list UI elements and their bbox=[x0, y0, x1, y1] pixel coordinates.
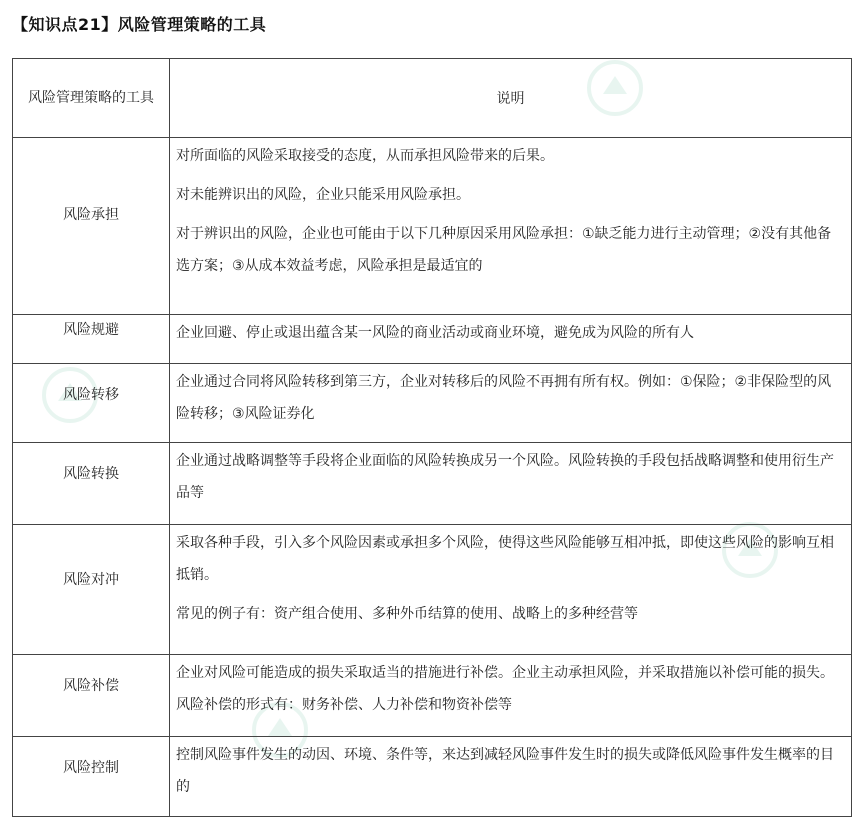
header-description: 说明 bbox=[170, 59, 852, 138]
row-tool-name: 风险转换 bbox=[13, 443, 170, 525]
table-row bbox=[13, 138, 852, 315]
description-paragraph: 企业通过合同将风险转移到第三方，企业对转移后的风险不再拥有所有权。例如：①保险；②非保险型的风险转移；③风险证券化 bbox=[176, 374, 832, 422]
table-row bbox=[13, 655, 852, 737]
description-paragraph: 对未能辨识出的风险，企业只能采用风险承担。 bbox=[176, 187, 470, 203]
table-row bbox=[13, 443, 852, 525]
table-row bbox=[13, 315, 852, 364]
row-tool-name: 风险补偿 bbox=[13, 655, 170, 737]
row-description bbox=[170, 443, 852, 525]
row-description bbox=[170, 364, 852, 443]
table-header-row bbox=[13, 59, 852, 138]
description-paragraph: 对于辨识出的风险，企业也可能由于以下几种原因采用风险承担：①缺乏能力进行主动管理；②没有其他备选方案；③从成本效益考虑，风险承担是最适宜的 bbox=[176, 226, 832, 274]
description-paragraph: 对所面临的风险采取接受的态度，从而承担风险带来的后果。 bbox=[176, 148, 554, 164]
table-row bbox=[13, 364, 852, 443]
description-paragraph: 企业回避、停止或退出蕴含某一风险的商业活动或商业环境，避免成为风险的所有人 bbox=[176, 325, 694, 341]
row-description bbox=[170, 138, 852, 315]
row-tool-name: 风险规避 bbox=[13, 315, 170, 364]
header-tool: 风险管理策略的工具 bbox=[13, 59, 170, 138]
row-tool-name: 风险转移 bbox=[13, 364, 170, 443]
page-title: 【知识点21】风险管理策略的工具 bbox=[12, 15, 267, 34]
row-tool-name: 风险对冲 bbox=[13, 525, 170, 655]
row-description bbox=[170, 737, 852, 817]
risk-tools-table bbox=[12, 58, 852, 817]
row-tool-name: 风险控制 bbox=[13, 737, 170, 817]
row-description bbox=[170, 525, 852, 655]
description-paragraph: 采取各种手段，引入多个风险因素或承担多个风险，使得这些风险能够互相冲抵，即使这些风险的影响互相抵销。 bbox=[176, 535, 834, 583]
description-paragraph: 控制风险事件发生的动因、环境、条件等，来达到减轻风险事件发生时的损失或降低风险事件发生概率的目的 bbox=[176, 747, 834, 795]
table-row bbox=[13, 525, 852, 655]
description-paragraph: 常见的例子有：资产组合使用、多种外币结算的使用、战略上的多种经营等 bbox=[176, 606, 638, 622]
description-paragraph: 企业通过战略调整等手段将企业面临的风险转换成另一个风险。风险转换的手段包括战略调整和使用衍生产品等 bbox=[176, 453, 834, 501]
row-description bbox=[170, 315, 852, 364]
description-paragraph: 企业对风险可能造成的损失采取适当的措施进行补偿。企业主动承担风险，并采取措施以补偿可能的损失。风险补偿的形式有：财务补偿、人力补偿和物资补偿等 bbox=[176, 665, 834, 713]
row-description bbox=[170, 655, 852, 737]
table-row bbox=[13, 737, 852, 817]
row-tool-name: 风险承担 bbox=[13, 138, 170, 315]
